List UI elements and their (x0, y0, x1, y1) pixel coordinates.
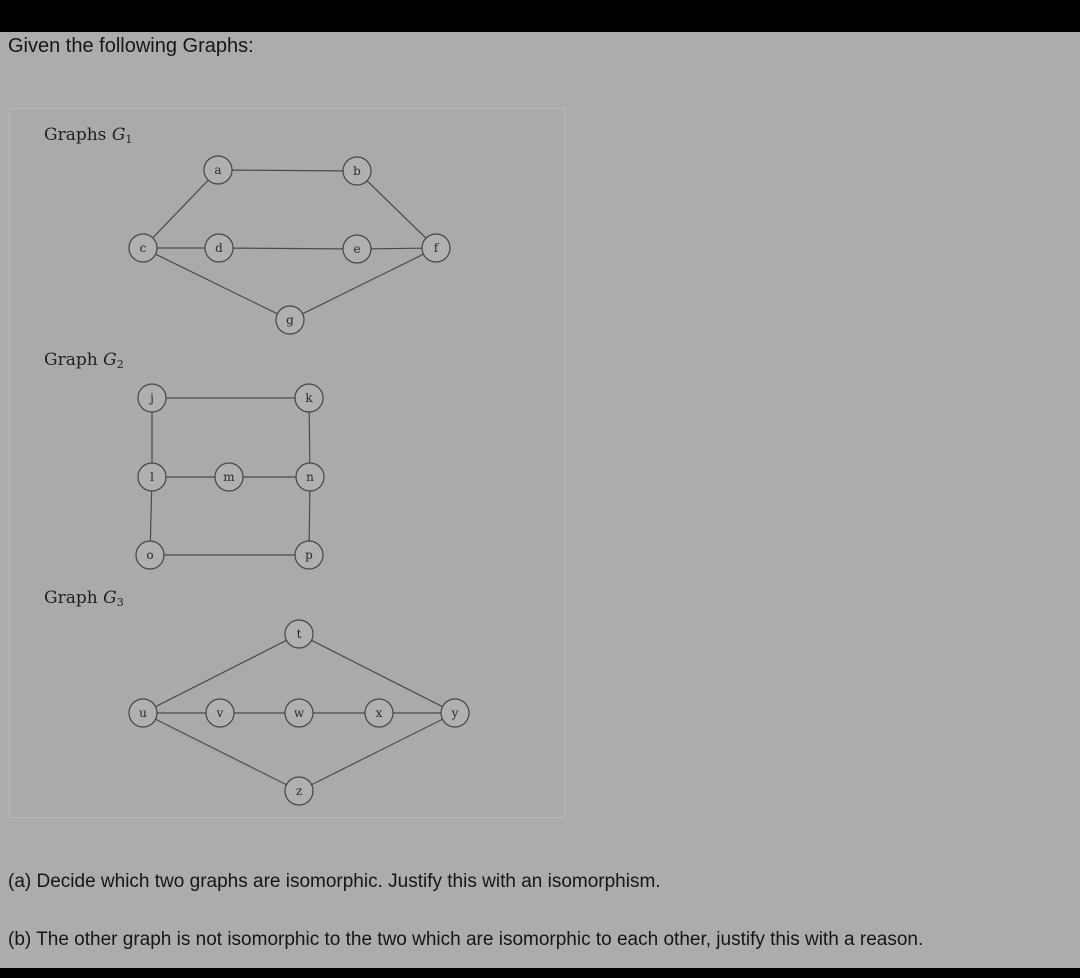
graph-g1-var: G (111, 125, 126, 145)
question-b: (b) The other graph is not isomorphic to the two which are isomorphic to each other, justify this with a reason. (8, 929, 924, 950)
vertex-y (441, 699, 469, 727)
vertex-label: f (433, 241, 439, 255)
edge-l-o (150, 491, 151, 541)
graph-g1-label (44, 125, 132, 146)
graph-g2 (136, 384, 324, 569)
edge-c-g (156, 254, 278, 314)
vertex-label: y (451, 706, 459, 720)
intro-text: Given the following Graphs: (8, 35, 254, 57)
graph-g3-label (44, 588, 124, 609)
edge-a-b (232, 170, 343, 171)
vertex-label: d (215, 241, 223, 255)
vertex-label: u (139, 706, 147, 720)
vertex-label: p (305, 548, 313, 562)
vertex-label: m (223, 470, 235, 484)
edge-b-f (367, 181, 426, 238)
edge-z-y (312, 719, 443, 784)
vertex-d (205, 234, 233, 262)
vertex-label: v (216, 706, 224, 720)
vertex-j (138, 384, 166, 412)
vertex-label: x (375, 706, 383, 720)
vertex-label: n (306, 470, 314, 484)
vertex-u (129, 699, 157, 727)
graph-g1-sub: 1 (125, 133, 133, 146)
graph-g2-label (44, 350, 124, 371)
vertex-x (365, 699, 393, 727)
vertex-label: j (150, 391, 154, 405)
bottom-black-bar (0, 968, 1080, 978)
vertex-p (295, 541, 323, 569)
vertex-z (285, 777, 313, 805)
vertex-m (215, 463, 243, 491)
vertex-w (285, 699, 313, 727)
graphs-figure (9, 108, 565, 818)
vertex-b (343, 157, 371, 185)
graph-g1-label-text: Graphs (44, 125, 107, 145)
edge-u-z (156, 719, 287, 784)
graph-g1 (129, 156, 450, 334)
edge-e-f (371, 248, 422, 249)
graph-g3-var: G (103, 588, 117, 608)
question-a: (a) Decide which two graphs are isomorphic. Justify this with an isomorphism. (8, 871, 661, 892)
vertex-label: l (150, 470, 154, 484)
vertex-label: z (295, 784, 303, 798)
vertex-label: e (353, 242, 361, 256)
graph-g3-sub: 3 (116, 596, 124, 609)
vertex-f (422, 234, 450, 262)
vertex-label: c (139, 241, 147, 255)
edge-t-y (311, 640, 442, 706)
graph-g3 (129, 620, 469, 805)
edge-n-p (309, 491, 310, 541)
vertex-v (206, 699, 234, 727)
vertex-e (343, 235, 371, 263)
vertex-label: g (286, 313, 294, 327)
vertex-l (138, 463, 166, 491)
graph-g2-sub: 2 (116, 358, 124, 371)
graph-g2-label-text: Graph (44, 350, 98, 370)
edge-a-c (153, 180, 209, 238)
top-black-bar (0, 0, 1080, 32)
vertex-c (129, 234, 157, 262)
vertex-g (276, 306, 304, 334)
edge-d-e (233, 248, 343, 249)
vertex-label: w (293, 706, 305, 720)
edge-k-n (309, 412, 310, 463)
vertex-k (295, 384, 323, 412)
vertex-label: a (214, 163, 222, 177)
graph-g3-label-text: Graph (44, 588, 98, 608)
vertex-a (204, 156, 232, 184)
graph-g2-var: G (103, 350, 117, 370)
graphs-canvas (10, 109, 566, 819)
vertex-label: b (353, 164, 361, 178)
edge-u-t (155, 640, 286, 706)
vertex-label: o (146, 548, 154, 562)
vertex-o (136, 541, 164, 569)
edge-g-f (303, 254, 424, 314)
vertex-t (285, 620, 313, 648)
vertex-n (296, 463, 324, 491)
vertex-label: k (305, 391, 313, 405)
vertex-label: t (296, 627, 302, 641)
